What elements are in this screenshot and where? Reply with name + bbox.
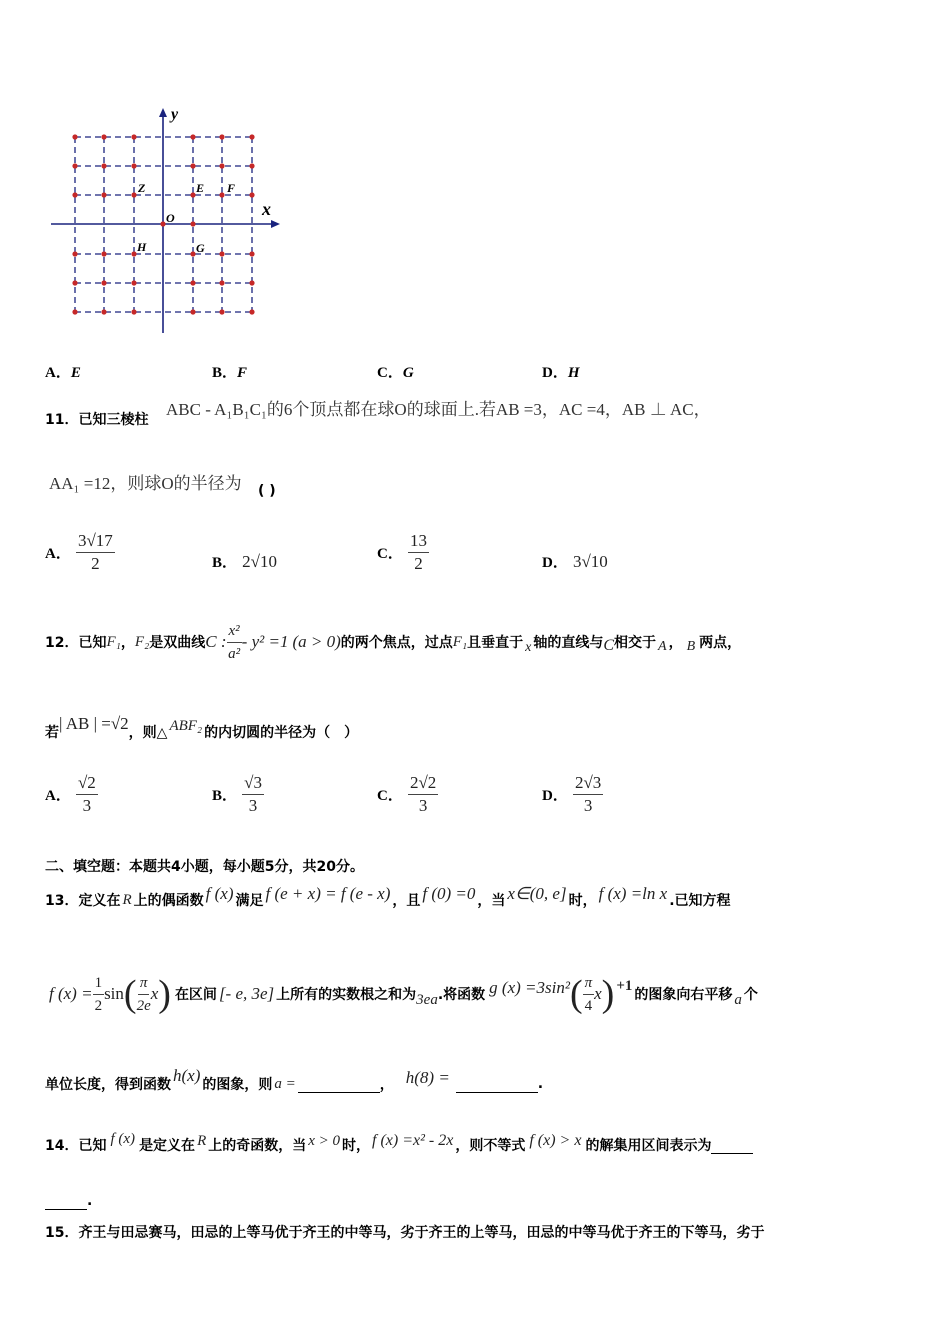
fraction: $\frac{\pi}{4}$: [583, 972, 595, 1017]
q11-option-d[interactable]: D． 3√10: [542, 552, 608, 571]
fraction: $\frac{\text{x²}}{\text{a²}}$: [227, 620, 242, 665]
q11-option-b[interactable]: B． 2√10: [212, 552, 277, 571]
point-label-z: Z: [138, 181, 146, 195]
q12-option-a[interactable]: A． $\frac{√2}{3}$: [45, 773, 96, 815]
section-heading: 二、填空题：本题共4小题，每小题5分，共20分。: [45, 859, 364, 875]
q11-answer-paren: ( ): [258, 483, 276, 499]
fraction: $\frac{\pi}{2e}$: [137, 972, 151, 1017]
q10-option-b[interactable]: B．F: [212, 365, 248, 381]
q12-stem-line1: 12． 已知 F₁ ， F₂ 是双曲线 C : $\frac{\text{x²}}{\text{a²}}$ - y² =1 (a > 0) 的两个焦点，过点 F₁ 且垂直于 x 轴的直线与 C 相交于 A ， B 两点，: [45, 612, 741, 672]
left-paren: (: [123, 973, 137, 1015]
q13-stem-line2: f (x) = $\frac{1}{2}$ sin ( $\frac{\pi}{2e}$ x ) 在区间 [- e, 3e] 上所有的实数根之和为 3ea .将函数 g (x) =3sin² ( $\frac{\pi}{4}$ x ) +1 的图象向右平移 a 个: [49, 973, 758, 1015]
left-paren: (: [569, 973, 583, 1015]
q10-option-d[interactable]: D．H: [542, 365, 580, 381]
q11-option-a[interactable]: A． $\frac{3√17}{2}$: [45, 531, 113, 573]
fraction: $\frac{1}{2}$: [93, 972, 105, 1017]
q11-stem-line2: AA₁ =12，则球O的半径为: [49, 474, 242, 493]
answer-blank-part1[interactable]: [711, 1137, 753, 1154]
q14-stem-line1: 14． 已知 f (x) 是定义在 R 上的奇函数，当 x > 0 时， f (x) =x² - 2x ，则不等式 f (x) > x 的解集用区间表示为: [45, 1127, 753, 1163]
q11-lead: 11．已知三棱柱: [45, 412, 149, 428]
right-paren: ): [601, 973, 615, 1015]
q13-stem-line1: 13． 定义在 R 上的偶函数 f (x) 满足 f (e + x) = f (e - x) ，且 f (0) =0 ，当 x∈(0, e] 时， f (x) =ln x .已知方程: [45, 884, 731, 909]
q12-option-b[interactable]: B． $\frac{√3}{3}$: [212, 773, 262, 815]
fraction: $\frac{2√2}{3}$: [409, 773, 437, 815]
q11-option-c[interactable]: C． $\frac{13}{2}$: [377, 531, 427, 573]
q11-stem-line1: ABC - A₁B₁C₁的6个顶点都在球O的球面上.若AB =3，AC =4，AB ⊥ AC，: [166, 400, 711, 419]
x-axis-label: x: [262, 199, 271, 219]
q15-stem-line1: 15．齐王与田忌赛马，田忌的上等马优于齐王的中等马，劣于齐王的上等马，田忌的中等马优于齐王的下等马，劣于: [45, 1225, 765, 1241]
q10-option-c[interactable]: C．G: [377, 365, 414, 381]
point-label-g: G: [196, 241, 205, 255]
fraction: $\frac{√2}{3}$: [77, 773, 96, 815]
q10-option-a[interactable]: A．E: [45, 365, 81, 381]
q12-option-d[interactable]: D． $\frac{2√3}{3}$: [542, 773, 602, 815]
q12-option-c[interactable]: C． $\frac{2√2}{3}$: [377, 773, 437, 815]
q14-stem-line2: .: [45, 1186, 92, 1216]
answer-blank-h8[interactable]: [456, 1076, 538, 1093]
q12-stem-line2: 若 | AB | =√2 ，则△ ABF₂ 的内切圆的半径为（ ）: [45, 714, 359, 741]
y-axis-label: y: [171, 106, 179, 123]
point-label-e: E: [196, 181, 205, 195]
origin-label: O: [166, 211, 175, 225]
fraction: $\frac{√3}{3}$: [244, 773, 262, 815]
q13-stem-line3: 单位长度，得到函数 h(x) 的图象，则 a = ， h(8) = .: [45, 1066, 544, 1093]
answer-blank-a[interactable]: [298, 1076, 380, 1093]
fraction: $\frac{13}{2}$: [409, 531, 427, 573]
fraction: $\frac{2√3}{3}$: [574, 773, 602, 815]
point-label-h: H: [137, 240, 147, 254]
fraction: $\frac{3√17}{2}$: [77, 531, 113, 573]
answer-blank-part2[interactable]: [45, 1193, 87, 1210]
point-label-f: F: [227, 181, 236, 195]
right-paren: ): [158, 973, 171, 1015]
